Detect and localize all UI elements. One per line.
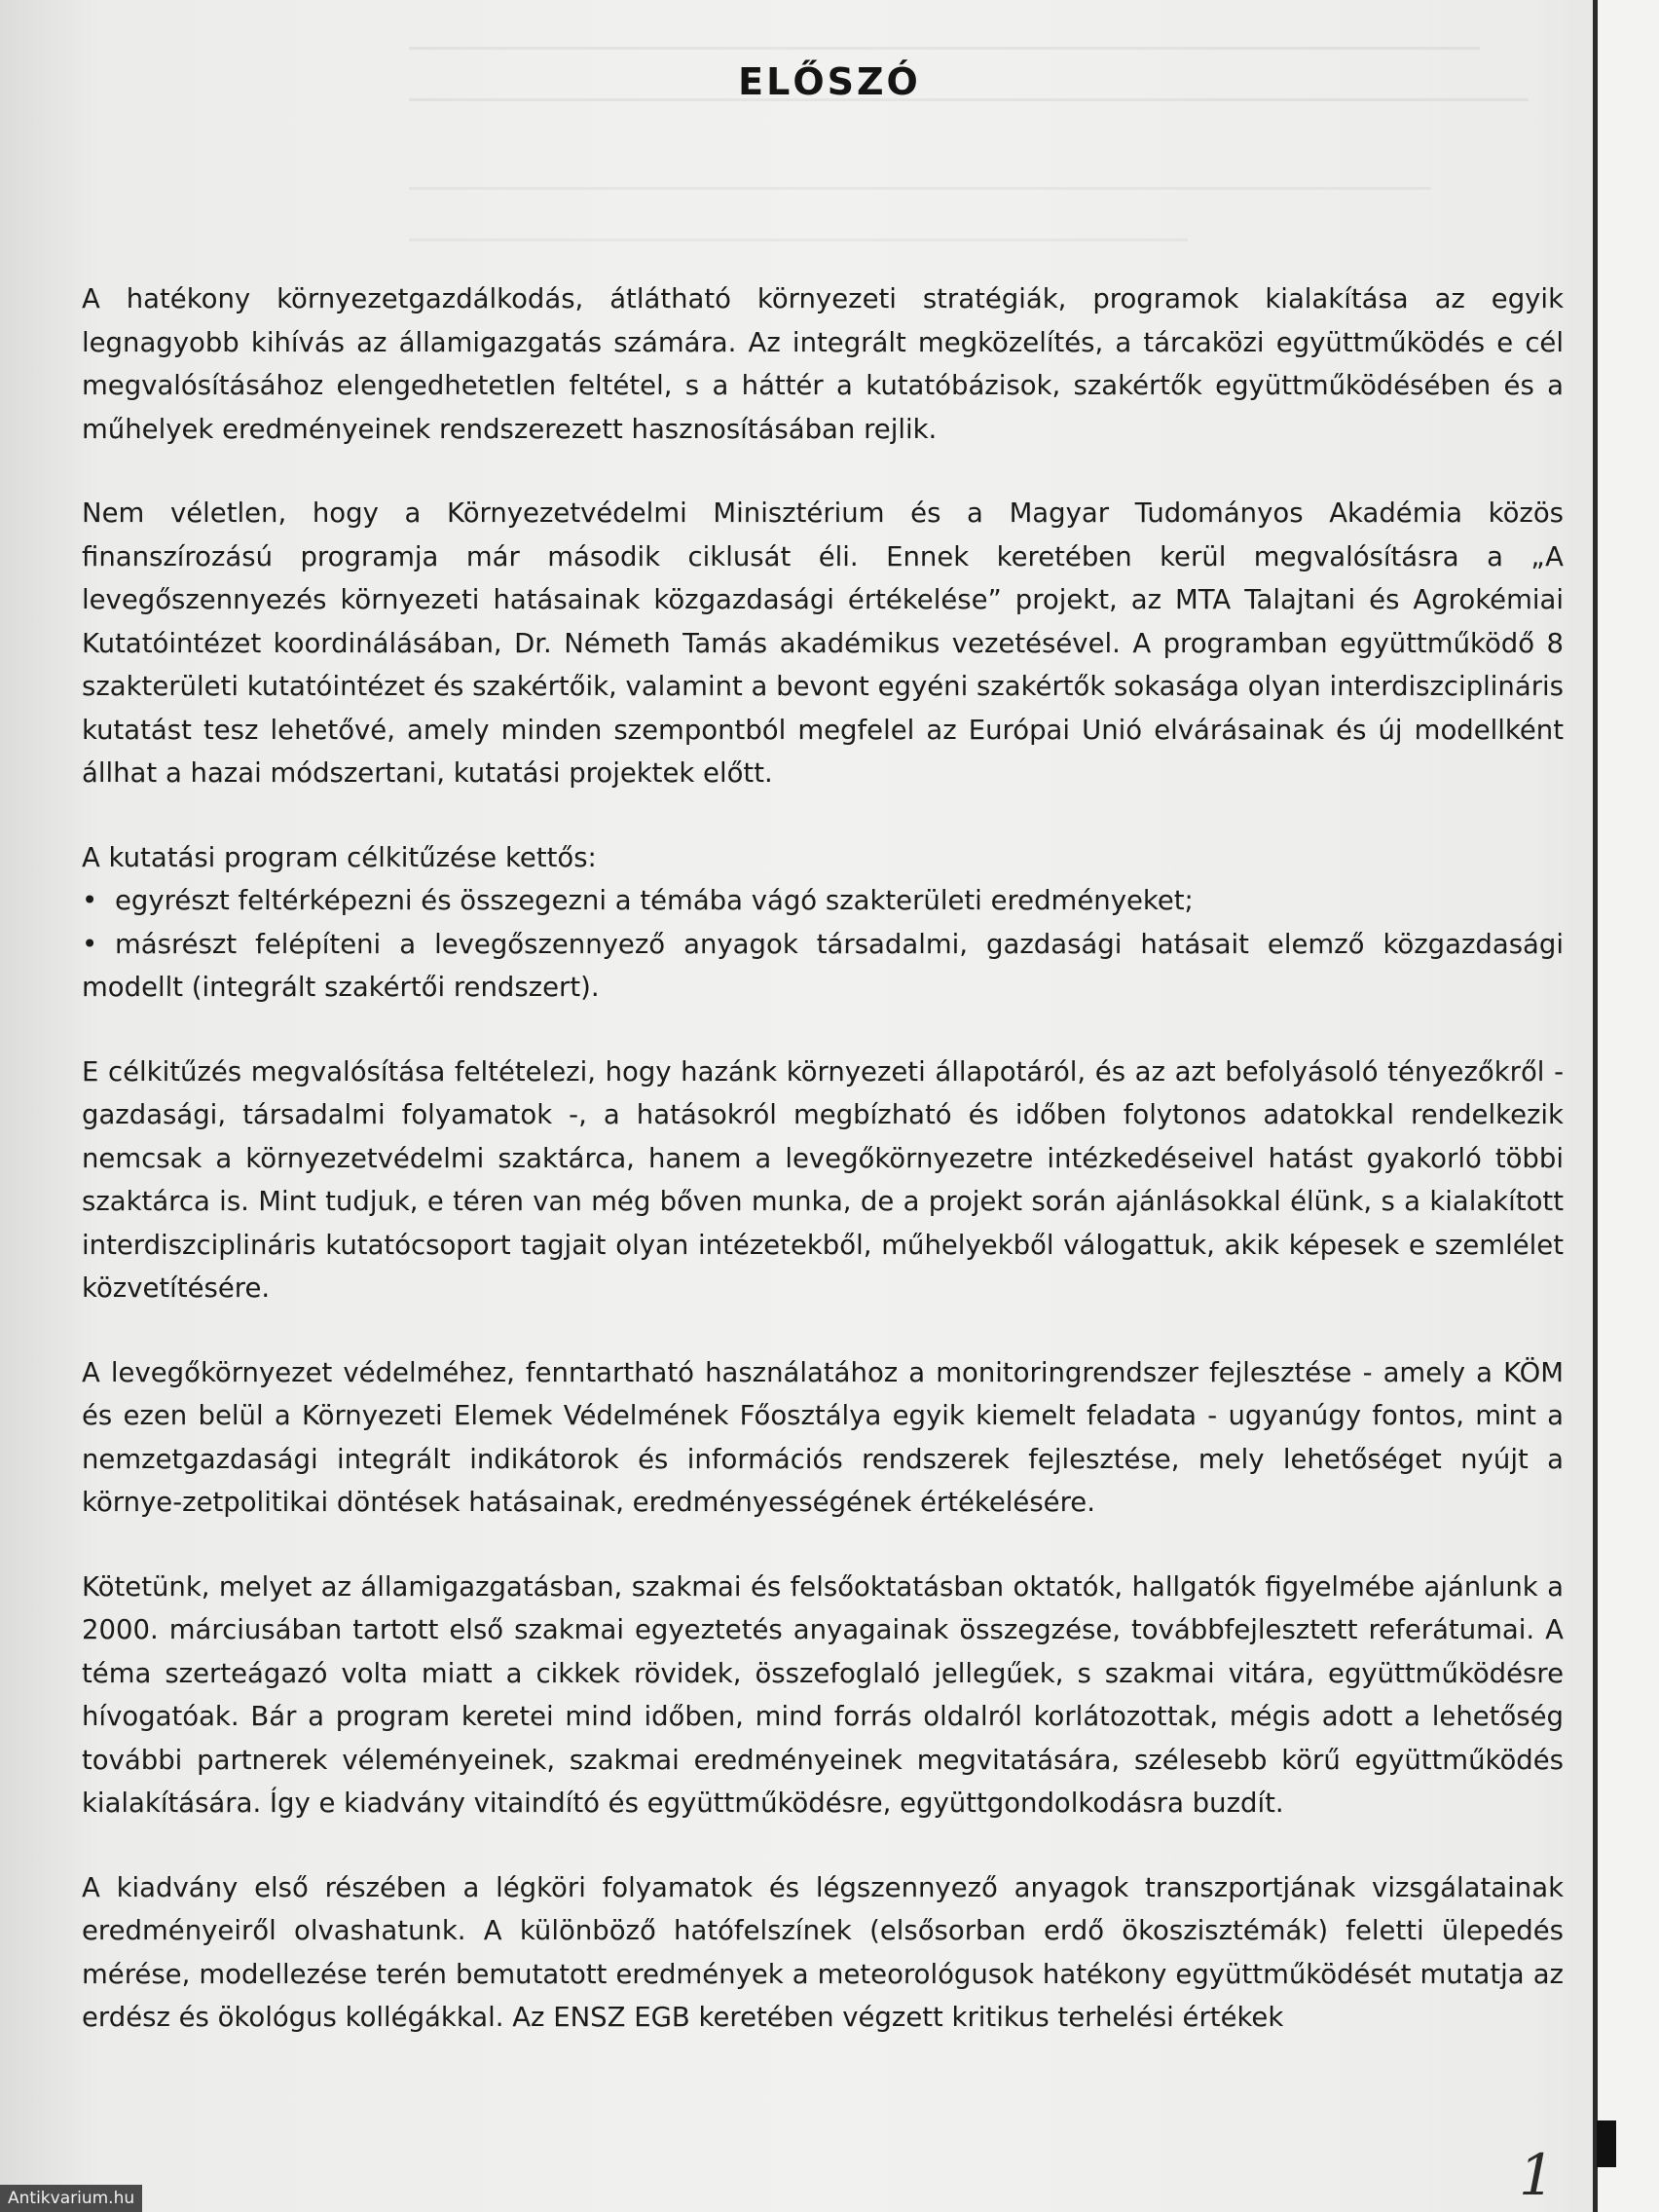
paragraph-1: A hatékony környezetgazdálkodás, átlátható környezeti stratégiák, programok kialakítása az egyik legnagyobb kihívás az államigazgatás számára. Az integrált megközelítés, a tárcaközi együttműködés e cél megvalósításához elengedhetetlen feltétel, s a háttér a kutatóbázisok, szakértők együttműködésében és a műhelyek eredményeinek rendszerezett hasznosításában rejlik.	[82, 283, 1564, 445]
bleed-through-shadow	[409, 19, 1577, 241]
paragraph-2: Nem véletlen, hogy a Környezetvédelmi Minisztérium és a Magyar Tudományos Akadémia közös finanszírozású programja már második ciklusát éli. Ennek keretében kerül megvalósításra a „A levegőszennyezés környezeti hatásainak közgazdasági értékelése” projekt, az MTA Talajtani és Agrokémiai Kutatóintézet koordinálásában, Dr. Németh Tamás akadémikus vezetésével. A programban együttműködő 8 szakterületi kutatóintézet és szakértőik, valamint a bevont egyéni szakértők sokasága olyan interdiszciplináris kutatást tesz lehetővé, amely minden szempontból megfelel az Európai Unió elvárásainak és új modellként állhat a hazai módszertani, kutatási projektek előtt.	[82, 498, 1564, 789]
bullet-icon: •	[82, 928, 98, 960]
page-number: 1	[1519, 2142, 1555, 2208]
thumb-index-tab	[1597, 2120, 1616, 2167]
bullet-icon: •	[82, 885, 98, 916]
goals-intro: A kutatási program célkitűzése kettős:	[82, 841, 597, 873]
right-margin	[1598, 0, 1659, 2212]
preface-body	[82, 277, 1564, 2081]
paragraph-7: A kiadvány első részében a légköri folyamatok és légszennyező anyagok transzportjának vizsgálatainak eredményeiről olvashatunk. A különböző hatófelszínek (elsősorban erdő ökoszisztémák) feletti ülepedés mérése, modellezése terén bemutatott eredmények a meteorológusok hatékony együttműködését mutatja az erdész és ökológus kollégákkal. Az ENSZ EGB keretében végzett kritikus terhelési értékek	[82, 1871, 1564, 2033]
list-item	[82, 923, 1564, 1010]
list-item	[82, 879, 1564, 923]
goal-text-1: egyrészt feltérképezni és összegezni a témába vágó szakterületi eredményeket;	[115, 885, 1194, 916]
paragraph-6: Kötetünk, melyet az államigazgatásban, szakmai és felsőoktatásban oktatók, hallgatók figyelmébe ajánlunk a 2000. márciusában tartott első szakmai egyeztetés anyagainak összegzése, továbbfejlesztett referátumai. A téma szerteágazó volta miatt a cikkek rövidek, összefoglaló jellegűek, s szakmai vitára, együttműködésre hívogatóak. Bár a program keretei mind időben, mind forrás oldalról korlátozottak, mégis adott a lehetőség további partnerek véleményeinek, szakmai eredményeinek megvitatására, szélesebb körű együttműködés kialakítására. Így e kiadvány vitaindító és együttműködésre, együttgondolkodásra buzdít.	[82, 1570, 1564, 1819]
paragraph-4: E célkitűzés megvalósítása feltételezi, hogy hazánk környezeti állapotáról, és az azt befolyásoló tényezőkről - gazdasági, társadalmi folyamatok -, a hatásokról megbízható és időben folytonos adatokkal rendelkezik nemcsak a környezetvédelmi szaktárca, hanem a levegőkörnyezetre intézkedéseivel hatást gyakorló többi szaktárca is. Mint tudjuk, e téren van még bőven munka, de a projekt során ajánlásokkal élünk, s a kialakított interdiszciplináris kutatócsoport tagjait olyan intézetekből, műhelyekből válogattuk, akik képesek e szemlélet közvetítésére.	[82, 1055, 1564, 1304]
paragraph-5: A levegőkörnyezet védelméhez, fenntartható használatához a monitoringrendszer fejlesztése - amely a KÖM és ezen belül a Környezeti Elemek Védelmének Főosztálya egyik kiemelt feladata - ugyanúgy fontos, mint a nemzetgazdasági integrált indikátorok és információs rendszerek fejlesztése, mely lehetőséget nyújt a környe-zetpolitikai döntések hatásainak, eredményességének értékelésére.	[82, 1356, 1564, 1518]
watermark: Antikvarium.hu	[0, 2185, 142, 2212]
goals-list	[82, 879, 1564, 1010]
page-title: ELŐSZÓ	[738, 60, 921, 103]
page-edge-rule	[1593, 0, 1598, 2212]
goal-text-2: másrészt felépíteni a levegőszennyező anyagok társadalmi, gazdasági hatásait elemző közgazdasági modellt (integrált szakértői rendszert).	[82, 928, 1564, 1003]
